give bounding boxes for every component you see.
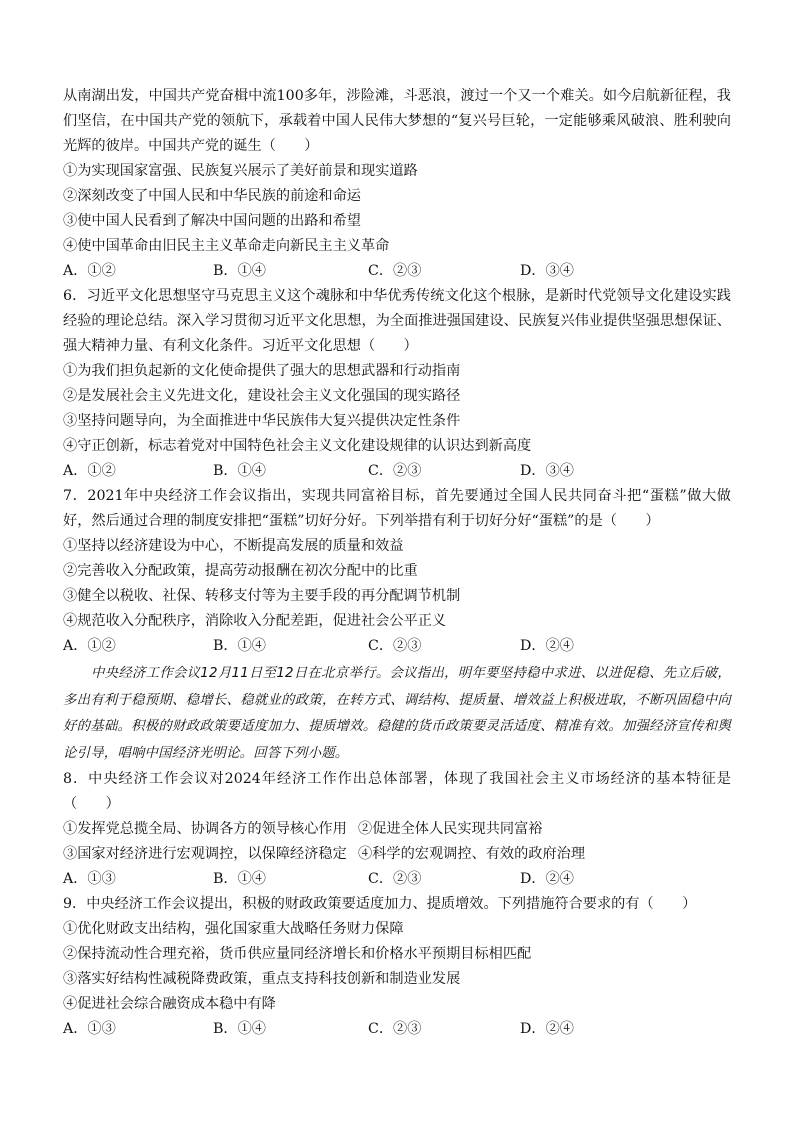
q9-choice-d: D．②④ — [520, 1021, 574, 1037]
q5-item-1: ①为实现国家富强、民族复兴展示了美好前景和现实道路 — [63, 163, 418, 179]
q5-choice-c: C．②③ — [368, 263, 422, 279]
exam-page — [63, 84, 731, 1042]
q8-stem: 8．中央经济工作会议对2024年经济工作作出总体部署，体现了我国社会主义市场经济的基本特征是（ ） — [63, 771, 731, 812]
q5-item-2: ②深刻改变了中国人民和中华民族的前途和命运 — [63, 188, 361, 204]
q9-choice-c: C．②③ — [368, 1021, 422, 1037]
q8-item-4: ④科学的宏观调控、有效的政府治理 — [358, 846, 586, 862]
q6-item-3: ③坚持问题导向，为全面推进中华民族伟大复兴提供决定性条件 — [63, 413, 461, 429]
q5-choice-a: A．①② — [63, 263, 116, 279]
q6-choice-a: A．①② — [63, 463, 116, 479]
q9-choice-b: B．①④ — [213, 1021, 266, 1037]
q6-item-2: ②是发展社会主义先进文化，建设社会主义文化强国的现实路径 — [63, 388, 461, 404]
q8-item-2: ②促进全体人民实现共同富裕 — [358, 821, 543, 837]
q7-choice-d: D．②④ — [520, 638, 574, 654]
q7-choice-a: A．①② — [63, 638, 116, 654]
q7-choice-c: C．②③ — [368, 638, 422, 654]
q8-choice-b: B．①④ — [213, 871, 266, 887]
q6-item-4: ④守正创新，标志着党对中国特色社会主义文化建设规律的认识达到新高度 — [63, 438, 532, 454]
q9-item-3: ③落实好结构性减税降费政策，重点支持科技创新和制造业发展 — [63, 971, 461, 987]
q7-item-1: ①坚持以经济建设为中心，不断提高发展的质量和效益 — [63, 538, 404, 554]
q6-stem: 6．习近平文化思想坚守马克思主义这个魂脉和中华优秀传统文化这个根脉，是新时代党领导文化建设实践经验的理论总结。深入学习贯彻习近平文化思想，为全面推进强国建设、民族复兴伟业提供坚强思想保证、强大精神力量、有利文化条件。习近平文化思想（ ） — [63, 288, 731, 354]
q8-choice-c: C．②③ — [368, 871, 422, 887]
q6-item-1: ①为我们担负起新的文化使命提供了强大的思想武器和行动指南 — [63, 363, 461, 379]
q6-choice-b: B．①④ — [213, 463, 266, 479]
q6-choice-c: C．②③ — [368, 463, 422, 479]
q8-choice-d: D．②④ — [520, 871, 574, 887]
q9-choices — [63, 1017, 731, 1042]
q8-item-3: ③国家对经济进行宏观调控，以保障经济稳定 — [63, 846, 347, 862]
q8-choices — [63, 867, 731, 892]
q5-item-4: ④使中国革命由旧民主主义革命走向新民主主义革命 — [63, 238, 390, 254]
q6-choice-d: D．③④ — [520, 463, 574, 479]
q8-choice-a: A．①③ — [63, 871, 116, 887]
q9-item-4: ④促进社会综合融资成本稳中有降 — [63, 996, 276, 1012]
q8-items-row-1 — [63, 817, 731, 842]
q9-choice-a: A．①③ — [63, 1021, 116, 1037]
q7-item-3: ③健全以税收、社保、转移支付等为主要手段的再分配调节机制 — [63, 588, 461, 604]
q5-choice-b: B．①④ — [213, 263, 266, 279]
q7-choice-b: B．①④ — [213, 638, 266, 654]
q9-item-2: ②保持流动性合理充裕，货币供应量同经济增长和价格水平预期目标相匹配 — [63, 946, 532, 962]
q5-choice-d: D．③④ — [520, 263, 574, 279]
material-passage: 中央经济工作会议12月11日至12日在北京举行。会议指出，明年要坚持稳中求进、以进促稳、先立后破，多出有利于稳预期、稳增长、稳就业的政策，在转方式、调结构、提质量、增效益上积极进取，不断巩固稳中向好的基础。积极的财政政策要适度加力、提质增效。稳健的货币政策要灵活适度、精准有效。加强经济宣传和舆论引导，唱响中国经济光明论。回答下列小题。 — [63, 666, 731, 761]
q8-item-1: ①发挥党总揽全局、协调各方的领导核心作用 — [63, 821, 347, 837]
q7-stem: 7．2021年中央经济工作会议指出，实现共同富裕目标，首先要通过全国人民共同奋斗把“蛋糕”做大做好，然后通过合理的制度安排把“蛋糕”切好分好。下列举措有利于切好分好“蛋糕”的是（ ） — [63, 488, 731, 529]
q9-item-1: ①优化财政支出结构，强化国家重大战略任务财力保障 — [63, 921, 404, 937]
q7-item-4: ④规范收入分配秩序，消除收入分配差距，促进社会公平正义 — [63, 613, 447, 629]
q7-item-2: ②完善收入分配政策，提高劳动报酬在初次分配中的比重 — [63, 563, 418, 579]
q5-item-3: ③使中国人民看到了解决中国问题的出路和希望 — [63, 213, 361, 229]
q5-stem: 从南湖出发，中国共产党奋楫中流100多年，涉险滩，斗恶浪，渡过一个又一个难关。如今启航新征程，我们坚信，在中国共产党的领航下，承载着中国人民伟大梦想的“复兴号巨轮，一定能够乘风破浪、胜利驶向光辉的彼岸。中国共产党的诞生（ ） — [63, 88, 731, 154]
q6-choices — [63, 459, 731, 484]
q5-choices — [63, 259, 731, 284]
q8-items-row-2 — [63, 842, 731, 867]
q9-stem: 9．中央经济工作会议提出，积极的财政政策要适度加力、提质增效。下列措施符合要求的有（ ） — [63, 896, 697, 912]
q7-choices — [63, 634, 731, 659]
